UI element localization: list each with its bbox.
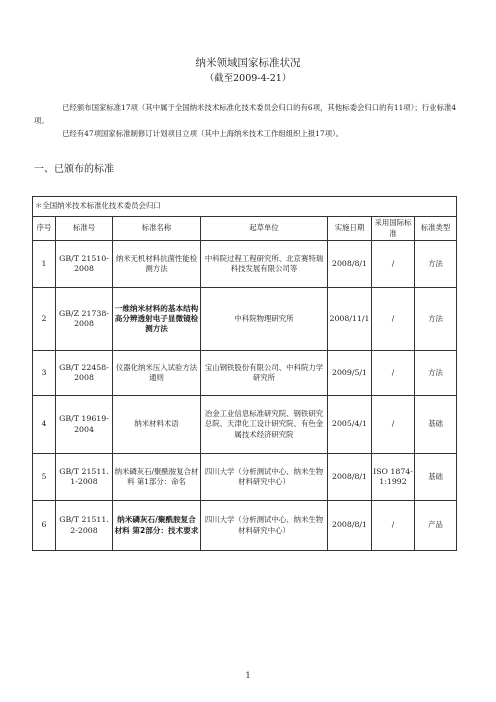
intro-paragraph-1: 已经颁布国家标准17项（其中属于全国纳米技术标准化技术委员会归口的有6项，其他标委会归口的有11项）；行业标准4项。 xyxy=(34,103,457,125)
header-type: 标准类型 xyxy=(415,217,457,241)
cell-date: 2008/8/1 xyxy=(328,454,372,501)
header-no: 序号 xyxy=(33,217,56,241)
page-number: 1 xyxy=(245,671,251,680)
document-subtitle: （截至2009-4-21） xyxy=(204,73,292,84)
cell-date: 2008/11/1 xyxy=(328,288,372,351)
cell-unit: 中科院物理研究所 xyxy=(201,288,328,351)
cell-no: 3 xyxy=(33,351,56,396)
cell-unit: 冶金工业信息标准研究院、钢铁研究总院、天津化工设计研究院、有色金属技术经济研究院 xyxy=(201,396,328,454)
cell-name: 一维纳米材料的基本结构 高分辨透射电子显微镜检测方法 xyxy=(113,288,201,351)
cell-no: 1 xyxy=(33,241,56,288)
intro-paragraph-2: 已经有47项国家标准制修订计划项目立项（其中上海纳米技术工作组组织上报17项）。 xyxy=(62,129,344,138)
table-row xyxy=(33,396,457,454)
cell-no: 5 xyxy=(33,454,56,501)
cell-intl: / xyxy=(372,501,415,551)
table-row xyxy=(33,501,457,551)
cell-code: GB/T 21510-2008 xyxy=(56,241,113,288)
cell-code: GB/T 19619-2004 xyxy=(56,396,113,454)
table-row xyxy=(33,241,457,288)
cell-type: 方法 xyxy=(415,351,457,396)
cell-date: 2008/8/1 xyxy=(328,501,372,551)
cell-unit: 宝山钢铁股份有限公司、中科院力学研究所 xyxy=(201,351,328,396)
cell-type: 产品 xyxy=(415,501,457,551)
header-code: 标准号 xyxy=(56,217,113,241)
cell-intl: ISO 1874-1:1992 xyxy=(372,454,415,501)
cell-code: GB/T 21511.1-2008 xyxy=(56,454,113,501)
table-row xyxy=(33,288,457,351)
cell-no: 4 xyxy=(33,396,56,454)
cell-unit: 四川大学（分析测试中心、纳米生物材料研究中心） xyxy=(201,501,328,551)
cell-code: GB/Z 21738-2008 xyxy=(56,288,113,351)
cell-date: 2008/8/1 xyxy=(328,241,372,288)
cell-no: 2 xyxy=(33,288,56,351)
header-name: 标准名称 xyxy=(113,217,201,241)
cell-intl: / xyxy=(372,288,415,351)
cell-date: 2005/4/1 xyxy=(328,396,372,454)
cell-code: GB/T 22458-2008 xyxy=(56,351,113,396)
header-unit: 起草单位 xyxy=(201,217,328,241)
cell-code: GB/T 21511.2-2008 xyxy=(56,501,113,551)
cell-name: 纳米磷灰石/聚酰胺复合材料 第2部分：技术要求 xyxy=(113,501,201,551)
cell-name: 纳米磷灰石/聚酰胺复合材料 第1部分：命名 xyxy=(113,454,201,501)
cell-intl: / xyxy=(372,241,415,288)
cell-type: 方法 xyxy=(415,241,457,288)
table-row xyxy=(33,454,457,501)
standards-table xyxy=(32,196,457,551)
cell-no: 6 xyxy=(33,501,56,551)
cell-name: 纳米无机材料抗菌性能检测方法 xyxy=(113,241,201,288)
header-date: 实施日期 xyxy=(328,217,372,241)
table-row xyxy=(33,351,457,396)
group-label: ＊全国纳米技术标准化技术委员会归口 xyxy=(33,197,457,217)
cell-type: 基础 xyxy=(415,454,457,501)
header-intl: 采用国际标准 xyxy=(372,217,415,241)
cell-unit: 中科院过程工程研究所、北京赛特瑞科技发展有限公司等 xyxy=(201,241,328,288)
cell-name: 仪器化纳米压入试验方法通则 xyxy=(113,351,201,396)
section-heading: 一、已颁布的标准 xyxy=(34,164,114,175)
cell-type: 方法 xyxy=(415,288,457,351)
cell-type: 基础 xyxy=(415,396,457,454)
cell-intl: / xyxy=(372,396,415,454)
cell-date: 2009/5/1 xyxy=(328,351,372,396)
cell-unit: 四川大学（分析测试中心、纳米生物材料研究中心） xyxy=(201,454,328,501)
cell-intl: / xyxy=(372,351,415,396)
cell-name: 纳米材料术语 xyxy=(113,396,201,454)
document-title: 纳米领域国家标准状况 xyxy=(195,57,301,69)
